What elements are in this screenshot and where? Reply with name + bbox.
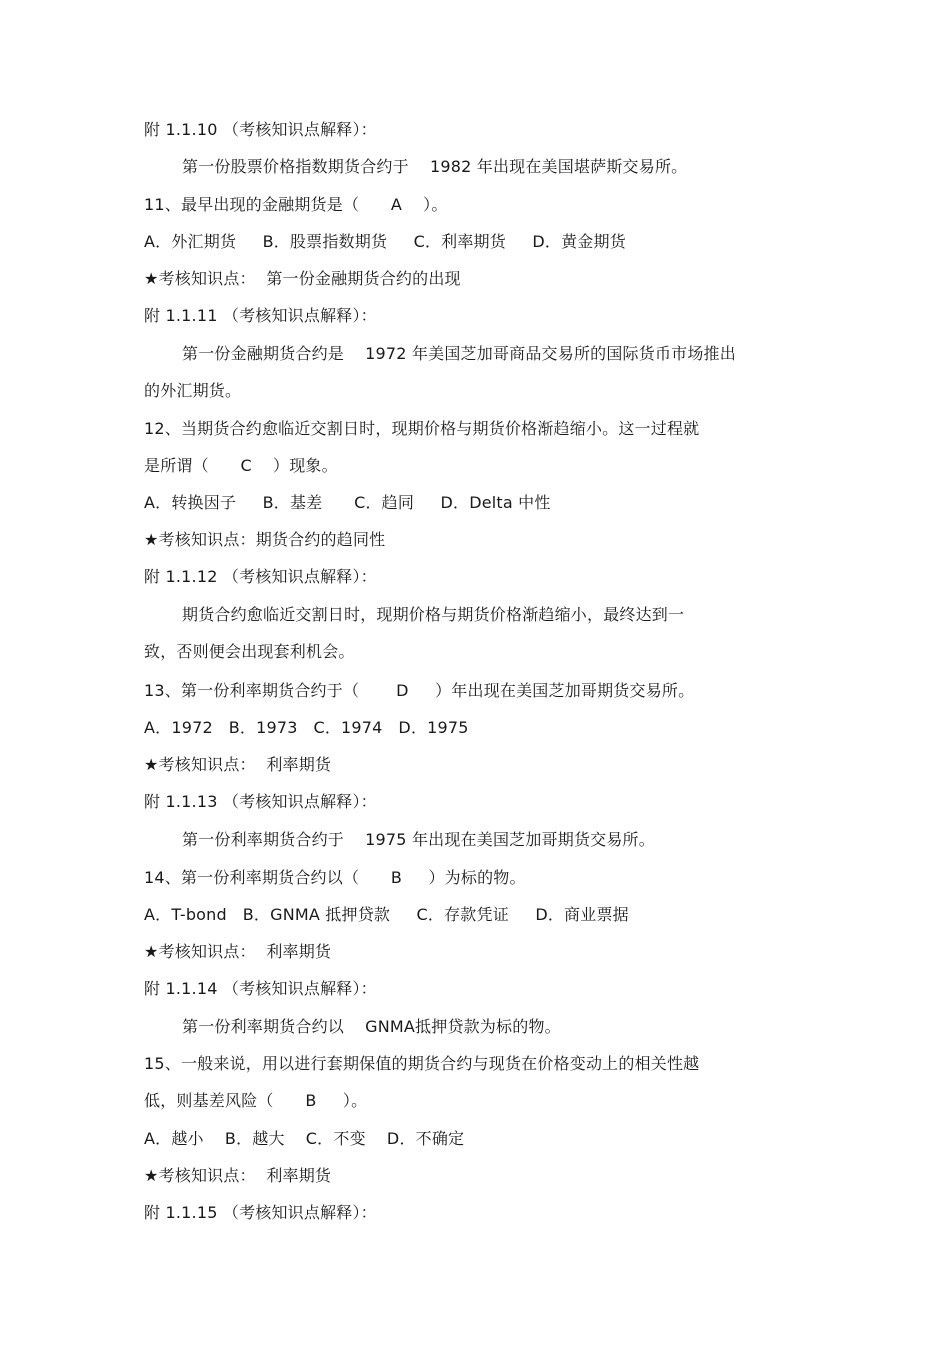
note-text: 第一份利率期货合约于 1975 年出现在美国芝加哥期货交易所。: [182, 830, 655, 849]
note-heading-1-1-10: 附 1.1.10 （考核知识点解释）：: [144, 120, 377, 139]
question-11-options: A．外汇期货 B．股票指数期货 C．利率期货 D．黄金期货: [144, 232, 626, 251]
question-12-options: A．转换因子 B．基差 C．趋同 D．Delta 中性: [144, 493, 551, 512]
note-text-continued: 的外汇期货。: [144, 381, 242, 400]
note-heading-1-1-14: 附 1.1.14 （考核知识点解释）：: [144, 979, 377, 998]
note-text: 第一份股票价格指数期货合约于 1982 年出现在美国堪萨斯交易所。: [182, 157, 688, 176]
note-text: 第一份金融期货合约是 1972 年美国芝加哥商品交易所的国际货币市场推出: [182, 344, 736, 363]
question-11: 11、最早出现的金融期货是（ A ）。: [144, 195, 448, 214]
question-13-options: A．1972 B．1973 C．1974 D．1975: [144, 718, 469, 737]
note-text: 第一份利率期货合约以 GNMA抵押贷款为标的物。: [182, 1017, 561, 1036]
question-14-options: A．T-bond B．GNMA 抵押贷款 C．存款凭证 D．商业票据: [144, 905, 629, 924]
question-15: 15、一般来说，用以进行套期保值的期货合约与现货在价格变动上的相关性越: [144, 1054, 700, 1073]
question-12: 12、当期货合约愈临近交割日时，现期价格与期货价格渐趋缩小。这一过程就: [144, 419, 700, 438]
note-text-continued: 致，否则便会出现套利机会。: [144, 642, 355, 661]
knowledge-point: ★考核知识点： 利率期货: [144, 755, 332, 774]
question-14: 14、第一份利率期货合约以（ B ）为标的物。: [144, 868, 526, 887]
note-heading-1-1-13: 附 1.1.13 （考核知识点解释）：: [144, 792, 377, 811]
question-13: 13、第一份利率期货合约于（ D ）年出现在美国芝加哥期货交易所。: [144, 681, 695, 700]
question-15-continued: 低，则基差风险（ B ）。: [144, 1091, 368, 1110]
note-heading-1-1-15: 附 1.1.15 （考核知识点解释）：: [144, 1203, 377, 1222]
knowledge-point: ★考核知识点： 利率期货: [144, 1166, 332, 1185]
knowledge-point: ★考核知识点： 利率期货: [144, 942, 332, 961]
question-15-options: A．越小 B．越大 C．不变 D．不确定: [144, 1129, 465, 1148]
knowledge-point: ★考核知识点： 第一份金融期货合约的出现: [144, 269, 461, 288]
question-12-continued: 是所谓（ C ）现象。: [144, 456, 338, 475]
note-text: 期货合约愈临近交割日时，现期价格与期货价格渐趋缩小，最终达到一: [182, 605, 685, 624]
knowledge-point: ★考核知识点：期货合约的趋同性: [144, 530, 386, 549]
note-heading-1-1-12: 附 1.1.12 （考核知识点解释）：: [144, 567, 377, 586]
note-heading-1-1-11: 附 1.1.11 （考核知识点解释）：: [144, 306, 377, 325]
